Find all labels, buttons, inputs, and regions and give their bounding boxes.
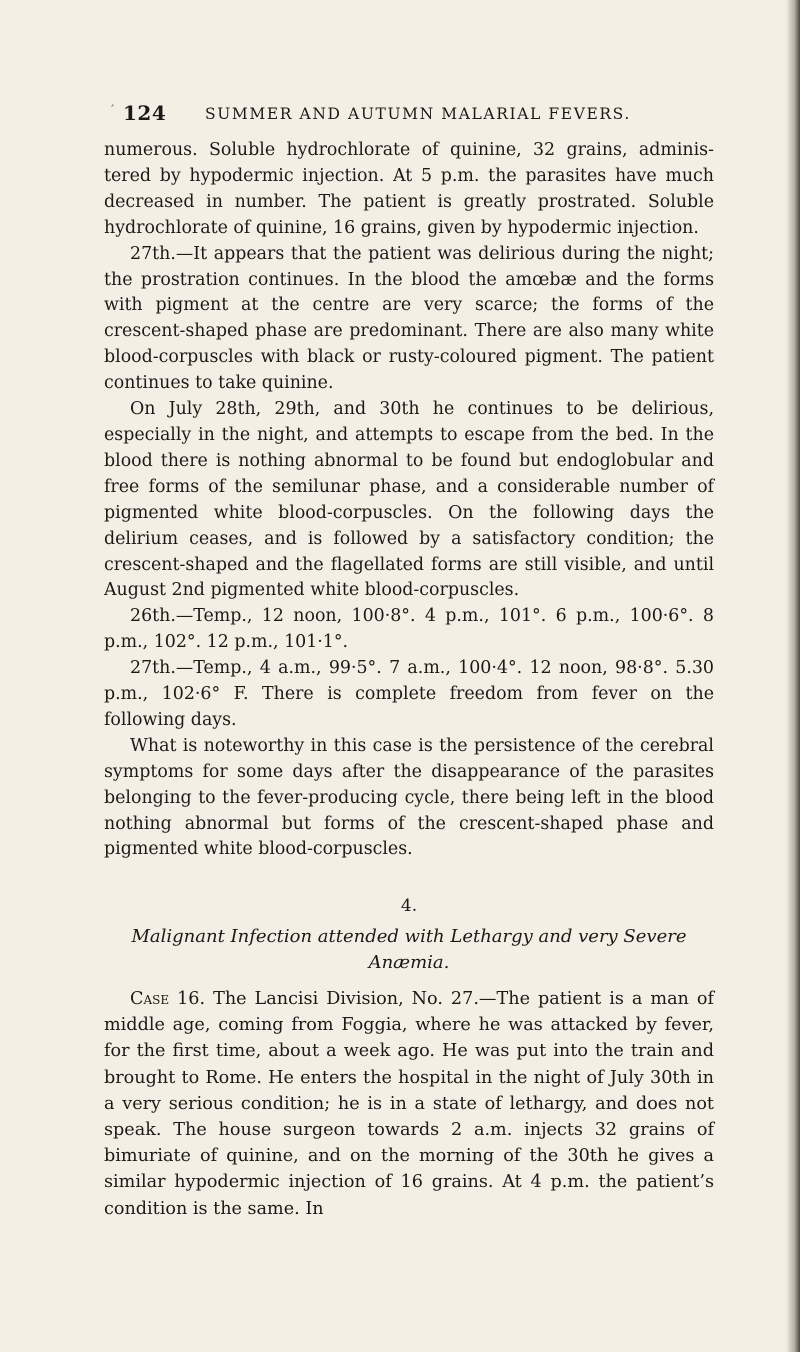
case-text: [104, 986, 714, 1222]
section-title-line-1: Malignant Infection attended with Lethargy and very Severe: [131, 926, 687, 947]
section-number: 4.: [400, 896, 418, 916]
paragraph-temp-27th: 27th.—Temp., 4 a.m., 99·5°. 7 a.m., 100·4°. 12 noon, 98·8°. 5.30 p.m., 102·6° F. There is complete freedom from fever on the following days.: [104, 658, 714, 730]
page-header: [105, 99, 745, 129]
paragraph-continuation: numerous. Soluble hydrochlorate of quinine, 32 grains, administered by hypodermic injection. At 5 p.m. the parasites have much decreased in number. The patient is greatly prostrated. Soluble hydrochlorate of quinine, 16 grains, given by hypodermic injection.: [104, 140, 714, 238]
paragraph-noteworthy: What is noteworthy in this case is the persistence of the cerebral symptoms for some days after the disappearance of the parasites belonging to the fever-producing cycle, there being left in the blood nothing abnormal but forms of the crescent-shaped phase and pigmented white blood-corpuscles.: [104, 735, 714, 860]
body-text: [104, 138, 714, 863]
case-paragraph: [104, 986, 714, 1222]
paragraph-27th: 27th.—It appears that the patient was delirious during the night; the prostration continues. In the blood the amœbæ and the forms with pigment at the centre are very scarce; the forms of the crescent-shaped phase are predominant. There are also many white blood-corpuscles with black or rusty-coloured pigment. The patient continues to take quinine.: [104, 243, 714, 394]
section-title: [104, 924, 714, 976]
running-head: SUMMER AND AUTUMN MALARIAL FEVERS.: [205, 105, 631, 123]
case-label: Case: [130, 989, 170, 1009]
page-edge-shadow: [786, 0, 800, 1352]
page-number: 124: [123, 101, 167, 125]
section-title-line-2: Anæmia.: [368, 952, 450, 973]
paragraph-july: On July 28th, 29th, and 30th he continues to be delirious, especially in the night, and attempts to escape from the bed. In the blood there is nothing abnormal to be found but endoglobular and free forms of the semilunar phase, and a considerable number of pigmented white blood-corpuscles. On the following days the delirium ceases, and is followed by a satisfactory condition; the crescent-shaped and the flagellated forms are still visible, and until August 2nd pigmented white blood-corpuscles.: [104, 399, 714, 601]
paragraph-temp-26th: 26th.—Temp., 12 noon, 100·8°. 4 p.m., 101°. 6 p.m., 100·6°. 8 p.m., 102°. 12 p.m., 101·1°.: [104, 606, 714, 653]
margin-tick-mark: ′: [111, 103, 115, 119]
case-body: 16. The Lancisi Division, No. 27.—The patient is a man of middle age, coming from Foggia, where he was attacked by fever, for the first time, about a week ago. He was put into the train and brought to Rome. He enters the hospital in the night of July 30th in a very serious condition; he is in a state of lethargy, and does not speak. The house surgeon towards 2 a.m. injects 32 grains of bimuriate of quinine, and on the morning of the 30th he gives a similar hypodermic injection of 16 grains. At 4 p.m. the patient’s condition is the same. In: [104, 989, 714, 1219]
